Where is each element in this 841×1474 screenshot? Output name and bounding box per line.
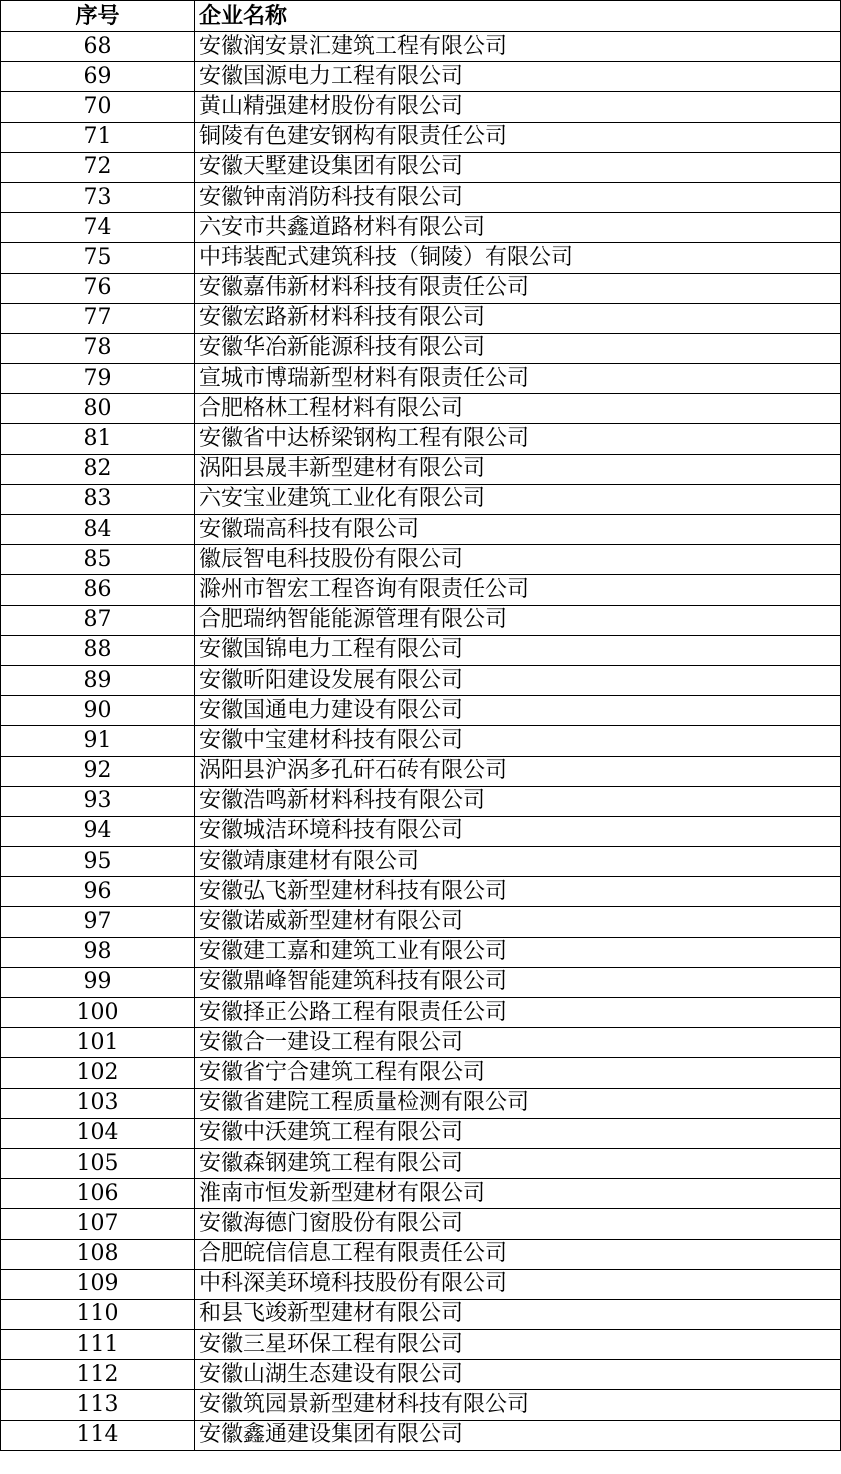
- table-row: [1, 545, 841, 575]
- row-number-cell: 77: [1, 303, 195, 333]
- column-header-number: 序号: [1, 1, 195, 32]
- row-number-cell: 90: [1, 696, 195, 726]
- row-number-cell: 96: [1, 877, 195, 907]
- table-row: [1, 847, 841, 877]
- table-row: [1, 1148, 841, 1178]
- table-row: [1, 816, 841, 846]
- table-row: [1, 937, 841, 967]
- table-row: [1, 1330, 841, 1360]
- table-row: [1, 756, 841, 786]
- table-row: [1, 303, 841, 333]
- company-name-cell: 安徽筑园景新型建材科技有限公司: [195, 1390, 841, 1420]
- table-row: [1, 1360, 841, 1390]
- row-number-cell: 100: [1, 998, 195, 1028]
- company-name-cell: 安徽鼎峰智能建筑科技有限公司: [195, 967, 841, 997]
- company-name-cell: 六安宝业建筑工业化有限公司: [195, 484, 841, 514]
- company-name-cell: 六安市共鑫道路材料有限公司: [195, 213, 841, 243]
- table-row: [1, 1390, 841, 1420]
- table-body: [1, 32, 841, 1451]
- company-name-cell: 安徽省宁合建筑工程有限公司: [195, 1058, 841, 1088]
- row-number-cell: 112: [1, 1360, 195, 1390]
- company-name-cell: 安徽国通电力建设有限公司: [195, 696, 841, 726]
- row-number-cell: 88: [1, 635, 195, 665]
- company-name-cell: 安徽鑫通建设集团有限公司: [195, 1420, 841, 1450]
- company-name-cell: 安徽国锦电力工程有限公司: [195, 635, 841, 665]
- company-name-cell: 中玮装配式建筑科技（铜陵）有限公司: [195, 243, 841, 273]
- company-name-cell: 中科深美环境科技股份有限公司: [195, 1269, 841, 1299]
- company-name-cell: 安徽中宝建材科技有限公司: [195, 726, 841, 756]
- table-row: [1, 213, 841, 243]
- company-name-cell: 安徽钟南消防科技有限公司: [195, 182, 841, 212]
- row-number-cell: 111: [1, 1330, 195, 1360]
- company-name-cell: 安徽昕阳建设发展有限公司: [195, 665, 841, 695]
- company-name-cell: 安徽弘飞新型建材科技有限公司: [195, 877, 841, 907]
- table-row: [1, 877, 841, 907]
- row-number-cell: 91: [1, 726, 195, 756]
- header-row: [1, 1, 841, 32]
- row-number-cell: 87: [1, 605, 195, 635]
- row-number-cell: 81: [1, 424, 195, 454]
- company-name-cell: 安徽中沃建筑工程有限公司: [195, 1118, 841, 1148]
- row-number-cell: 74: [1, 213, 195, 243]
- table-row: [1, 1239, 841, 1269]
- table-row: [1, 1299, 841, 1329]
- table-row: [1, 394, 841, 424]
- row-number-cell: 110: [1, 1299, 195, 1329]
- table-row: [1, 1118, 841, 1148]
- table-row: [1, 1058, 841, 1088]
- company-name-cell: 涡阳县晟丰新型建材有限公司: [195, 454, 841, 484]
- company-name-cell: 安徽建工嘉和建筑工业有限公司: [195, 937, 841, 967]
- row-number-cell: 85: [1, 545, 195, 575]
- table-row: [1, 665, 841, 695]
- company-name-cell: 安徽国源电力工程有限公司: [195, 62, 841, 92]
- row-number-cell: 89: [1, 665, 195, 695]
- table-row: [1, 364, 841, 394]
- row-number-cell: 68: [1, 32, 195, 62]
- row-number-cell: 86: [1, 575, 195, 605]
- row-number-cell: 69: [1, 62, 195, 92]
- row-number-cell: 99: [1, 967, 195, 997]
- company-name-cell: 安徽三星环保工程有限公司: [195, 1330, 841, 1360]
- table-row: [1, 122, 841, 152]
- table-row: [1, 998, 841, 1028]
- company-name-cell: 安徽嘉伟新材料科技有限责任公司: [195, 273, 841, 303]
- company-name-cell: 安徽森钢建筑工程有限公司: [195, 1148, 841, 1178]
- table-row: [1, 333, 841, 363]
- company-name-cell: 安徽宏路新材料科技有限公司: [195, 303, 841, 333]
- table-row: [1, 32, 841, 62]
- row-number-cell: 103: [1, 1088, 195, 1118]
- row-number-cell: 98: [1, 937, 195, 967]
- table-row: [1, 696, 841, 726]
- row-number-cell: 106: [1, 1179, 195, 1209]
- row-number-cell: 72: [1, 152, 195, 182]
- row-number-cell: 82: [1, 454, 195, 484]
- company-name-cell: 安徽瑞高科技有限公司: [195, 515, 841, 545]
- company-name-cell: 合肥皖信信息工程有限责任公司: [195, 1239, 841, 1269]
- company-name-cell: 铜陵有色建安钢构有限责任公司: [195, 122, 841, 152]
- table-row: [1, 786, 841, 816]
- row-number-cell: 102: [1, 1058, 195, 1088]
- company-name-cell: 安徽择正公路工程有限责任公司: [195, 998, 841, 1028]
- table-row: [1, 726, 841, 756]
- table-row: [1, 484, 841, 514]
- table-row: [1, 1269, 841, 1299]
- row-number-cell: 114: [1, 1420, 195, 1450]
- table-row: [1, 1420, 841, 1450]
- table-row: [1, 182, 841, 212]
- row-number-cell: 79: [1, 364, 195, 394]
- table-row: [1, 605, 841, 635]
- company-name-cell: 安徽合一建设工程有限公司: [195, 1028, 841, 1058]
- row-number-cell: 113: [1, 1390, 195, 1420]
- company-name-cell: 安徽城洁环境科技有限公司: [195, 816, 841, 846]
- table-row: [1, 515, 841, 545]
- row-number-cell: 84: [1, 515, 195, 545]
- row-number-cell: 97: [1, 907, 195, 937]
- company-name-cell: 合肥格林工程材料有限公司: [195, 394, 841, 424]
- table-row: [1, 1209, 841, 1239]
- table-row: [1, 243, 841, 273]
- company-name-cell: 合肥瑞纳智能能源管理有限公司: [195, 605, 841, 635]
- row-number-cell: 109: [1, 1269, 195, 1299]
- table-row: [1, 635, 841, 665]
- table-row: [1, 62, 841, 92]
- column-header-company-name: 企业名称: [195, 1, 841, 32]
- company-name-cell: 安徽诺威新型建材有限公司: [195, 907, 841, 937]
- table-row: [1, 454, 841, 484]
- row-number-cell: 108: [1, 1239, 195, 1269]
- table-row: [1, 273, 841, 303]
- table-row: [1, 907, 841, 937]
- row-number-cell: 73: [1, 182, 195, 212]
- row-number-cell: 105: [1, 1148, 195, 1178]
- row-number-cell: 107: [1, 1209, 195, 1239]
- table-row: [1, 152, 841, 182]
- row-number-cell: 70: [1, 92, 195, 122]
- company-name-cell: 安徽靖康建材有限公司: [195, 847, 841, 877]
- company-name-cell: 安徽山湖生态建设有限公司: [195, 1360, 841, 1390]
- company-name-cell: 和县飞竣新型建材有限公司: [195, 1299, 841, 1329]
- row-number-cell: 80: [1, 394, 195, 424]
- company-name-cell: 淮南市恒发新型建材有限公司: [195, 1179, 841, 1209]
- company-name-cell: 滁州市智宏工程咨询有限责任公司: [195, 575, 841, 605]
- table-row: [1, 92, 841, 122]
- table-row: [1, 424, 841, 454]
- company-name-cell: 安徽省中达桥梁钢构工程有限公司: [195, 424, 841, 454]
- table-row: [1, 1088, 841, 1118]
- company-name-cell: 安徽省建院工程质量检测有限公司: [195, 1088, 841, 1118]
- company-name-cell: 黄山精强建材股份有限公司: [195, 92, 841, 122]
- row-number-cell: 104: [1, 1118, 195, 1148]
- row-number-cell: 75: [1, 243, 195, 273]
- table-row: [1, 1028, 841, 1058]
- row-number-cell: 78: [1, 333, 195, 363]
- company-name-cell: 安徽天墅建设集团有限公司: [195, 152, 841, 182]
- company-name-cell: 涡阳县沪涡多孔矸石砖有限公司: [195, 756, 841, 786]
- row-number-cell: 93: [1, 786, 195, 816]
- table-row: [1, 575, 841, 605]
- row-number-cell: 95: [1, 847, 195, 877]
- row-number-cell: 71: [1, 122, 195, 152]
- table-row: [1, 967, 841, 997]
- company-name-cell: 安徽华冶新能源科技有限公司: [195, 333, 841, 363]
- row-number-cell: 83: [1, 484, 195, 514]
- row-number-cell: 76: [1, 273, 195, 303]
- row-number-cell: 101: [1, 1028, 195, 1058]
- row-number-cell: 92: [1, 756, 195, 786]
- company-name-cell: 安徽润安景汇建筑工程有限公司: [195, 32, 841, 62]
- company-name-cell: 徽辰智电科技股份有限公司: [195, 545, 841, 575]
- company-name-cell: 安徽浩鸣新材料科技有限公司: [195, 786, 841, 816]
- company-name-cell: 安徽海德门窗股份有限公司: [195, 1209, 841, 1239]
- table-row: [1, 1179, 841, 1209]
- row-number-cell: 94: [1, 816, 195, 846]
- company-name-cell: 宣城市博瑞新型材料有限责任公司: [195, 364, 841, 394]
